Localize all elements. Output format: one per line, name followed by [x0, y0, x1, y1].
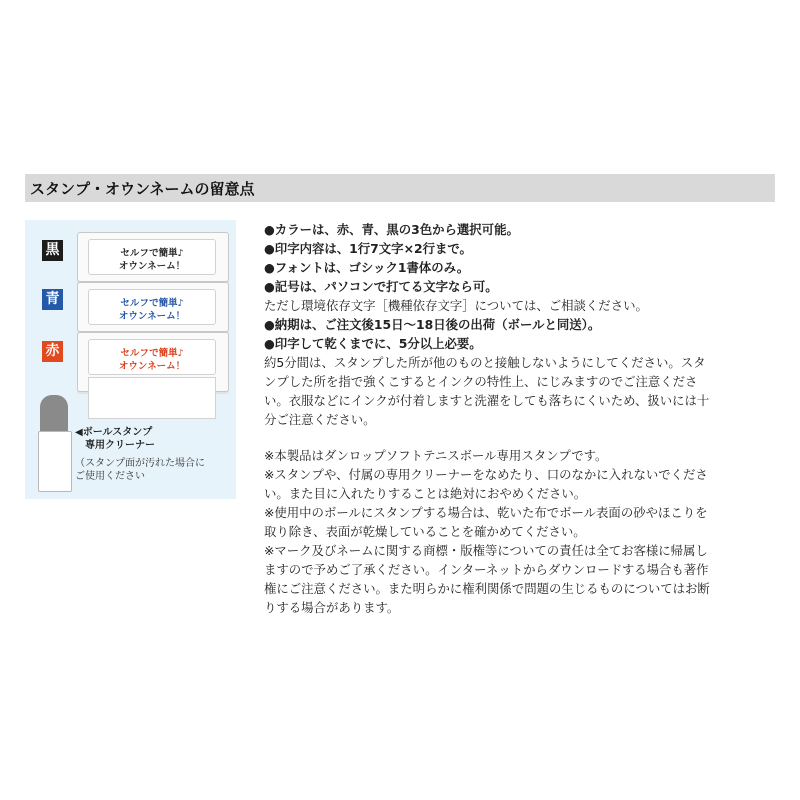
stamp-face: [88, 289, 216, 325]
stamp-base: [88, 377, 216, 419]
color-label-red: 赤: [42, 341, 63, 362]
cleaner-title: [75, 426, 155, 452]
stamp-text-line2: オウンネーム！: [118, 361, 186, 372]
stamp-text-line1: セルフで簡単♪: [120, 248, 184, 259]
note-line: ますので予めご了承ください。インターネットからダウンロードする場合も著作: [264, 562, 709, 577]
note-line: 分ご注意ください。: [264, 412, 376, 427]
cleaner-note-line2: ご使用ください: [75, 471, 145, 482]
notes-text: [264, 220, 774, 617]
cleaner-note-line1: （スタンプ面が汚れた場合に: [75, 458, 205, 469]
cleaner-title-line1: ◀ボールスタンプ: [75, 427, 153, 438]
note-line: ※スタンプや、付属の専用クリーナーをなめたり、口のなかに入れないでくださ: [264, 467, 708, 482]
bottle-body: [38, 431, 72, 492]
note-line: い。衣服などにインクが付着しますと洗濯をしても落ちにくいため、扱いには十: [264, 393, 710, 408]
stamp-black: [77, 232, 229, 282]
color-label-blue: 青: [42, 289, 63, 310]
note-line: ※本製品はダンロップソフトテニスボール専用スタンプです。: [264, 448, 608, 463]
product-image: [25, 220, 236, 499]
note-line: ●印字して乾くまでに、5分以上必要。: [264, 336, 482, 351]
note-line: ●カラーは、赤、青、黒の3色から選択可能。: [264, 222, 519, 237]
stamp-text-line2: オウンネーム！: [118, 311, 186, 322]
note-line: 約5分間は、スタンプした所が他のものと接触しないようにしてください。スタ: [264, 355, 706, 370]
note-line: ●納期は、ご注文後15日～18日後の出荷（ボールと同送）。: [264, 317, 601, 332]
stamp-face: [88, 239, 216, 275]
note-line: 取り除き、表面が乾燥していることを確かめてください。: [264, 524, 586, 539]
stamp-text-line1: セルフで簡単♪: [120, 298, 184, 309]
bottle-cap: [40, 395, 68, 433]
note-line: ●印字内容は、1行7文字×2行まで。: [264, 241, 472, 256]
cleaner-bottle-icon: [38, 395, 70, 490]
paragraph-gap: [264, 429, 774, 446]
stamp-face: [88, 339, 216, 375]
stamp-red: [77, 332, 229, 392]
note-line: ただし環境依存文字［機種依存文字］については、ご相談ください。: [264, 298, 648, 313]
cleaner-note: [75, 457, 205, 483]
section-title: スタンプ・オウンネームの留意点: [30, 180, 255, 198]
note-line: ※マーク及びネームに関する商標・版権等についての責任は全てお客様に帰属し: [264, 543, 708, 558]
stamp-text-line1: セルフで簡単♪: [120, 348, 184, 359]
note-line: ンプした所を指で強くこするとインクの特性上、にじみますのでご注意くださ: [264, 374, 698, 389]
stamp-text-line2: オウンネーム！: [118, 261, 186, 272]
stamp-blue: [77, 282, 229, 332]
color-label-black: 黒: [42, 240, 63, 261]
note-line: ※使用中のボールにスタンプする場合は、乾いた布でボール表面の砂やほこりを: [264, 505, 708, 520]
note-line: ●フォントは、ゴシック1書体のみ。: [264, 260, 470, 275]
cleaner-title-line2: 専用クリーナー: [85, 440, 155, 451]
section-header: [25, 174, 775, 202]
note-line: りする場合があります。: [264, 600, 400, 615]
note-line: い。また目に入れたりすることは絶対におやめください。: [264, 486, 587, 501]
note-line: 権にご注意ください。また明らかに権利関係で問題の生じるものについてはお断: [264, 581, 710, 596]
note-line: ●記号は、パソコンで打てる文字なら可。: [264, 279, 498, 294]
pointer-icon: ◀: [75, 427, 83, 438]
